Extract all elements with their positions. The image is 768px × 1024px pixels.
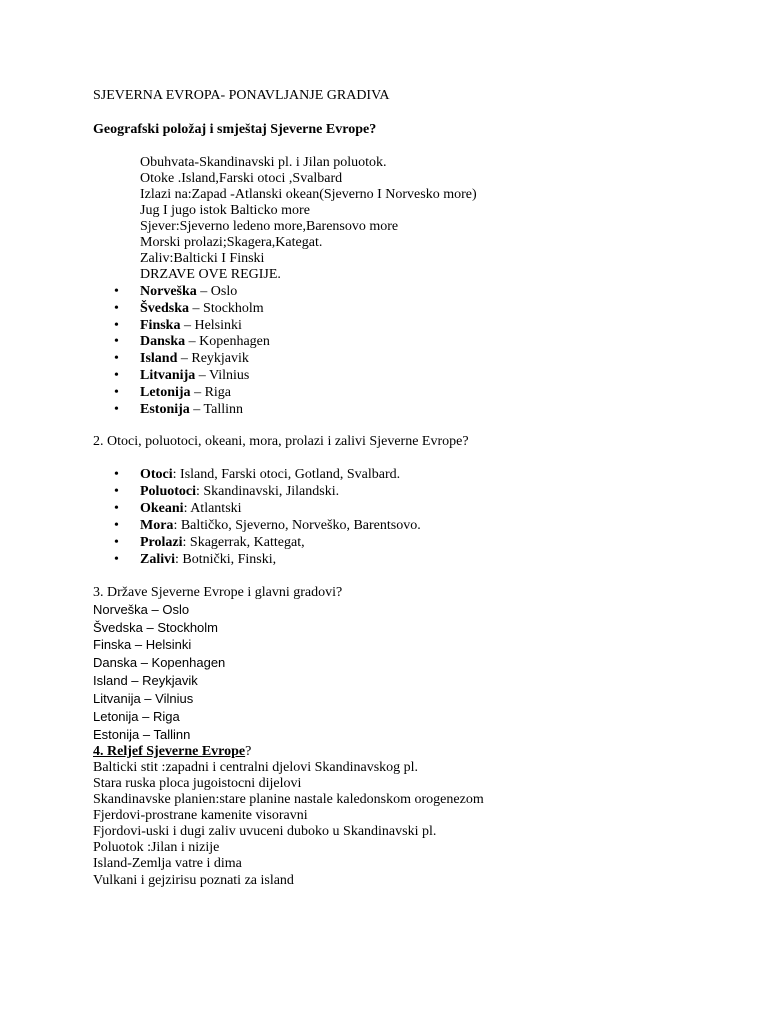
list-item: Estonija – Tallinn xyxy=(140,402,244,417)
text-line: Poluotok :Jilan i nizije xyxy=(93,840,220,855)
text-line: Finska – Helsinki xyxy=(93,637,192,652)
list-item: Švedska – Stockholm xyxy=(140,301,264,316)
bullet-icon: • xyxy=(114,351,119,366)
text-line: Fjerdovi-prostrane kamenite visoravni xyxy=(93,808,308,823)
bullet-icon: • xyxy=(114,284,119,299)
list-item: Mora: Baltičko, Sjeverno, Norveško, Barentsovo. xyxy=(140,518,421,533)
text-line: DRZAVE OVE REGIJE. xyxy=(140,267,281,282)
bullet-icon: • xyxy=(114,467,119,482)
bullet-icon: • xyxy=(114,368,119,383)
list-item: Poluotoci: Skandinavski, Jilandski. xyxy=(140,484,340,499)
text-line: Island-Zemlja vatre i dima xyxy=(93,856,242,871)
list-item: Finska – Helsinki xyxy=(140,318,242,333)
section-heading-4: 4. Reljef Sjeverne Evrope? xyxy=(93,744,252,759)
text-line: Island – Reykjavik xyxy=(93,673,198,688)
bullet-icon: • xyxy=(114,484,119,499)
list-item: Letonija – Riga xyxy=(140,385,232,400)
bullet-icon: • xyxy=(114,334,119,349)
bullet-icon: • xyxy=(114,402,119,417)
list-item: Island – Reykjavik xyxy=(140,351,249,366)
section-heading-1: Geografski položaj i smještaj Sjeverne Evrope? xyxy=(93,122,377,137)
bullet-icon: • xyxy=(114,518,119,533)
section-heading-3: 3. Države Sjeverne Evrope i glavni gradovi? xyxy=(93,585,343,600)
list-item: Danska – Kopenhagen xyxy=(140,334,270,349)
text-line: Morski prolazi;Skagera,Kategat. xyxy=(140,235,323,250)
text-line: Skandinavske planien:stare planine nastale kaledonskom orogenezom xyxy=(93,792,484,807)
text-line: Fjordovi-uski i dugi zaliv uvuceni duboko u Skandinavski pl. xyxy=(93,824,437,839)
text-line: Norveška – Oslo xyxy=(93,602,190,617)
document-title: SJEVERNA EVROPA- PONAVLJANJE GRADIVA xyxy=(93,88,390,103)
text-line: Letonija – Riga xyxy=(93,709,180,724)
text-line: Estonija – Tallinn xyxy=(93,727,191,742)
text-line: Obuhvata-Skandinavski pl. i Jilan poluotok. xyxy=(140,155,387,170)
text-line: Otoke .Island,Farski otoci ,Svalbard xyxy=(140,171,343,186)
section-heading-2: 2. Otoci, poluotoci, okeani, mora, prolazi i zalivi Sjeverne Evrope? xyxy=(93,434,469,449)
text-line: Zaliv:Balticki I Finski xyxy=(140,251,265,266)
bullet-icon: • xyxy=(114,501,119,516)
text-line: Švedska – Stockholm xyxy=(93,620,219,635)
text-line: Jug I jugo istok Balticko more xyxy=(140,203,310,218)
text-line: Izlazi na:Zapad -Atlanski okean(Sjeverno I Norvesko more) xyxy=(140,187,477,202)
bullet-icon: • xyxy=(114,301,119,316)
bullet-icon: • xyxy=(114,385,119,400)
list-item: Norveška – Oslo xyxy=(140,284,238,299)
text-line: Sjever:Sjeverno ledeno more,Barensovo more xyxy=(140,219,399,234)
text-line: Stara ruska ploca jugoistocni dijelovi xyxy=(93,776,302,791)
list-item: Litvanija – Vilnius xyxy=(140,368,250,383)
text-line: Vulkani i gejzirisu poznati za island xyxy=(93,873,294,888)
bullet-icon: • xyxy=(114,552,119,567)
list-item: Okeani: Atlantski xyxy=(140,501,242,516)
list-item: Zalivi: Botnički, Finski, xyxy=(140,552,277,567)
list-item: Prolazi: Skagerrak, Kattegat, xyxy=(140,535,305,550)
bullet-icon: • xyxy=(114,318,119,333)
bullet-icon: • xyxy=(114,535,119,550)
text-line: Litvanija – Vilnius xyxy=(93,691,194,706)
text-line: Balticki stit :zapadni i centralni djelovi Skandinavskog pl. xyxy=(93,760,419,775)
list-item: Otoci: Island, Farski otoci, Gotland, Svalbard. xyxy=(140,467,401,482)
text-line: Danska – Kopenhagen xyxy=(93,655,226,670)
